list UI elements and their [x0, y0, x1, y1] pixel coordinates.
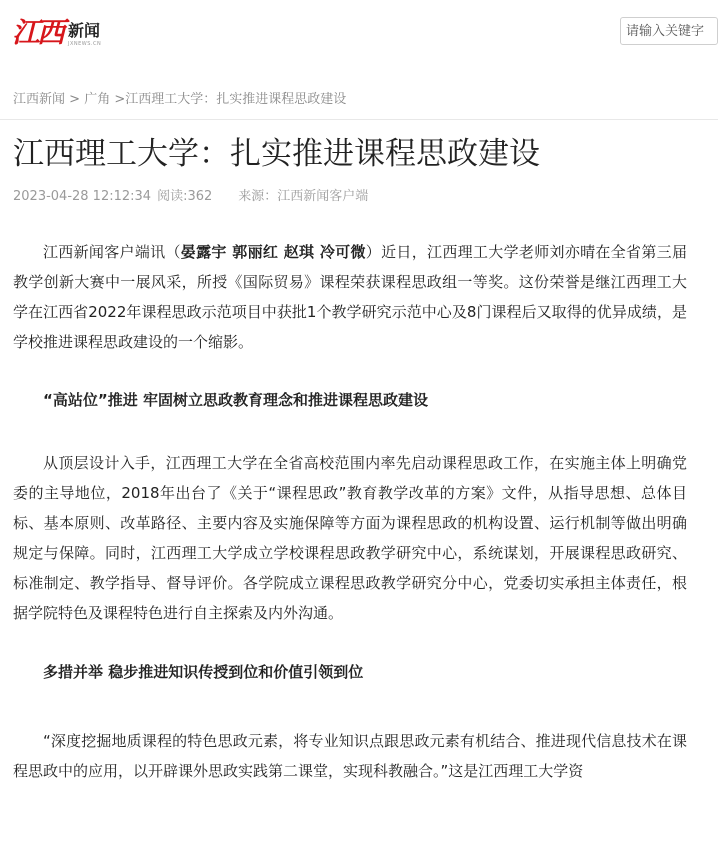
logo-url-text: JXNEWS.CN	[68, 41, 102, 47]
paragraph-lead: 江西新闻客户端讯（	[43, 243, 181, 261]
section-heading: “高站位”推进 牢固树立思政教育理念和推进课程思政建设	[43, 391, 428, 409]
read-count: 阅读:362	[157, 189, 213, 204]
article-body	[13, 237, 687, 786]
breadcrumb-home-link[interactable]: 江西新闻	[13, 92, 66, 107]
paragraph-text: ）近日，江西理工大学老师刘亦晴在全省第三届教学创新大赛中一展风采，所授《国际贸易》课程荣获课程思政组一等奖。这份荣誉是继江西理工大学在江西省2022年课程思政示范项目中获批1个教学研究示范中心及8门课程后又取得的优异成绩，是学校推进课程思政建设的一个缩影。	[13, 243, 687, 351]
search-input[interactable]	[620, 17, 718, 45]
section-heading: 多措并举 稳步推进知识传授到位和价值引领到位	[43, 663, 364, 681]
article-title: 江西理工大学：扎实推进课程思政建设	[13, 136, 540, 172]
site-logo[interactable]	[12, 16, 104, 50]
article-paragraph	[13, 237, 687, 357]
breadcrumb-current: 江西理工大学：扎实推进课程思政建设	[125, 92, 347, 107]
breadcrumb-section-link[interactable]: 广角	[84, 92, 111, 107]
article-authors: 晏露宇 郭丽红 赵琪 冷可微	[180, 243, 366, 261]
breadcrumb	[13, 88, 346, 107]
breadcrumb-separator: >	[65, 92, 85, 107]
article-meta	[13, 185, 368, 204]
logo-jiangxi-text: 江西	[12, 16, 63, 49]
site-header	[0, 0, 718, 64]
header-divider	[0, 119, 718, 120]
article-paragraph: “深度挖掘地质课程的特色思政元素，将专业知识点跟思政元素有机结合、推进现代信息技术在课程思政中的应用，以开辟课外思政实践第二课堂，实现科教融合。”这是江西理工大学资	[13, 732, 687, 780]
article-paragraph: 从顶层设计入手，江西理工大学在全省高校范围内率先启动课程思政工作，在实施主体上明确党委的主导地位，2018年出台了《关于“课程思政”教育教学改革的方案》文件，从指导思想、总体目标、基本原则、改革路径、主要内容及实施保障等方面为课程思政的机构设置、运行机制等做出明确规定与保障。同时，江西理工大学成立学校课程思政教学研究中心，系统谋划，开展课程思政研究、标准制定、教学指导、督导评价。各学院成立课程思政教学研究分中心，党委切实承担主体责任，根据学院特色及课程特色进行自主探索及内外沟通。	[13, 454, 687, 622]
logo-news-text: 新闻	[68, 21, 101, 40]
breadcrumb-separator: >	[110, 92, 126, 107]
article-source: 来源：江西新闻客户端	[238, 189, 369, 204]
publish-datetime: 2023-04-28 12:12:34	[13, 189, 152, 204]
